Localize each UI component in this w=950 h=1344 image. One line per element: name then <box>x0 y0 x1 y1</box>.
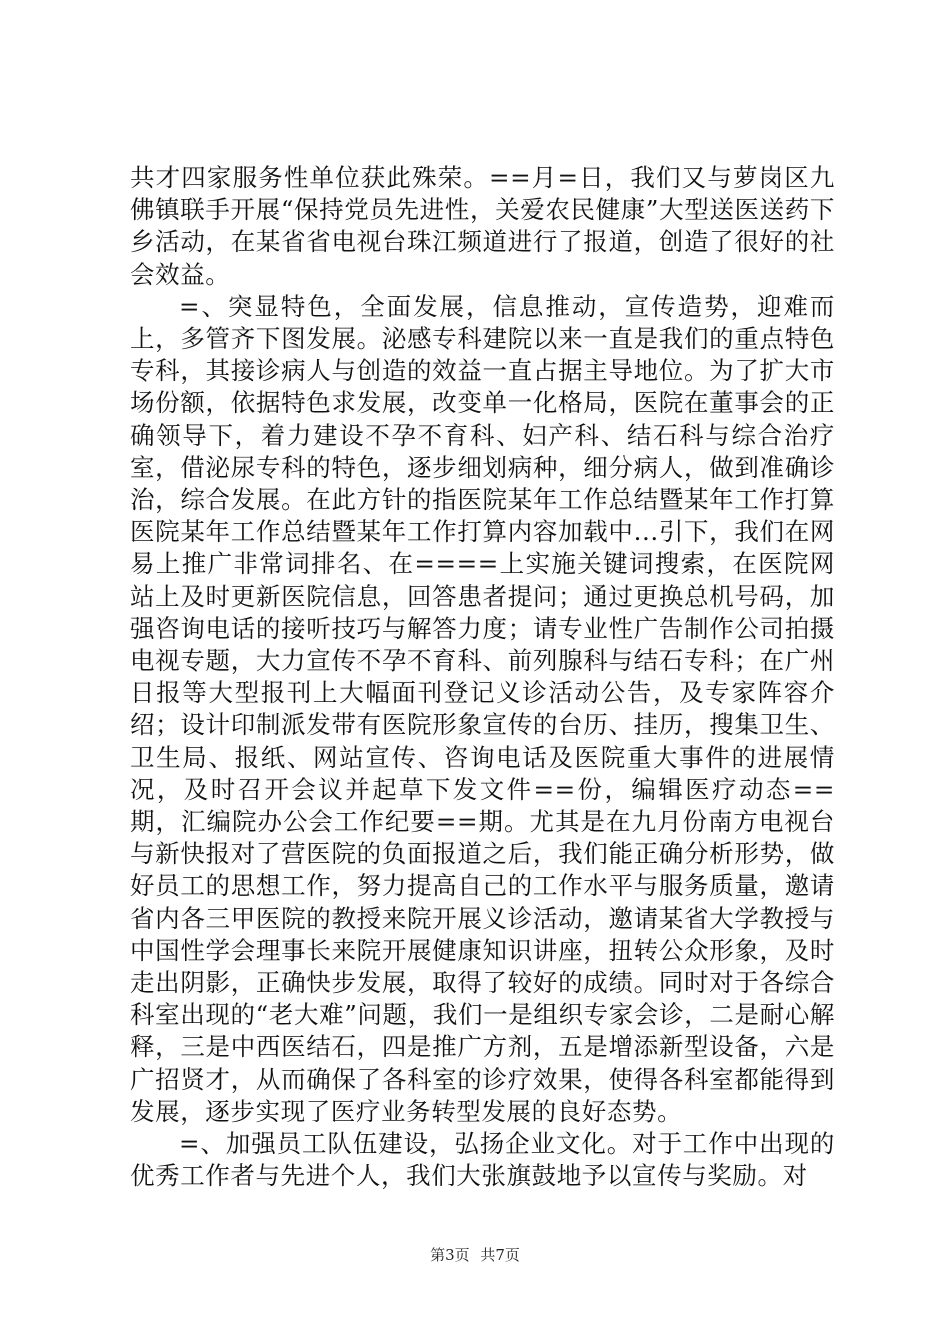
page-footer <box>0 1244 950 1265</box>
paragraph-continuation: 共才四家服务性单位获此殊荣。==月=日，我们又与萝岗区九佛镇联手开展“保持党员先进性，关爱农民健康”大型送医送药下乡活动，在某省省电视台珠江频道进行了报道，创造了很好的社会效益。 <box>130 163 835 289</box>
page-total: 共7页 <box>480 1246 520 1264</box>
paragraph-section-features: =、突显特色，全面发展，信息推动，宣传造势，迎难而上，多管齐下图发展。泌感专科建院以来一直是我们的重点特色专科，其接诊病人与创造的效益一直占据主导地位。为了扩大市场份额，依据特色求发展，改变单一化格局，医院在董事会的正确领导下，着力建设不孕不育科、妇产科、结石科与综合治疗室，借泌尿专科的特色，逐步细划病种，细分病人，做到准确诊治，综合发展。在此方针的指医院某年工作总结暨某年工作打算医院某年工作总结暨某年工作打算内容加载中...引下，我们在网易上推广非常词排名、在====上实施关键词搜索，在医院网站上及时更新医院信息，回答患者提问；通过更换总机号码，加强咨询电话的接听技巧与解答力度；请专业性广告制作公司拍摄电视专题，大力宣传不孕不育科、前列腺科与结石专科；在广州日报等大型报刊上大幅面刊登记义诊活动公告，及专家阵容介绍；设计印制派发带有医院形象宣传的台历、挂历，搜集卫生、卫生局、报纸、网站宣传、咨询电话及医院重大事件的进展情况，及时召开会议并起草下发文件==份，编辑医疗动态==期，汇编院办公会工作纪要==期。尤其是在九月份南方电视台与新快报对了营医院的负面报道之后，我们能正确分析形势，做好员工的思想工作，努力提高自己的工作水平与服务质量，邀请省内各三甲医院的教授来院开展义诊活动，邀请某省大学教授与中国性学会理事长来院开展健康知识讲座，扭转公众形象，及时走出阴影，正确快步发展，取得了较好的成绩。同时对于各综合科室出现的“老大难”问题，我们一是组织专家会诊，二是耐心解释，三是中西医结石，四是推广方剂，五是增添新型设备，六是广招贤才，从而确保了各科室的诊疗效果，使得各科室都能得到发展，逐步实现了医疗业务转型发展的良好态势。 <box>130 291 835 1126</box>
page-number: 第3页 <box>430 1246 470 1264</box>
paragraph-section-staff: =、加强员工队伍建设，弘扬企业文化。对于工作中出现的优秀工作者与先进个人，我们大张旗鼓地予以宣传与奖励。对 <box>130 1129 835 1191</box>
document-body <box>130 162 835 1193</box>
